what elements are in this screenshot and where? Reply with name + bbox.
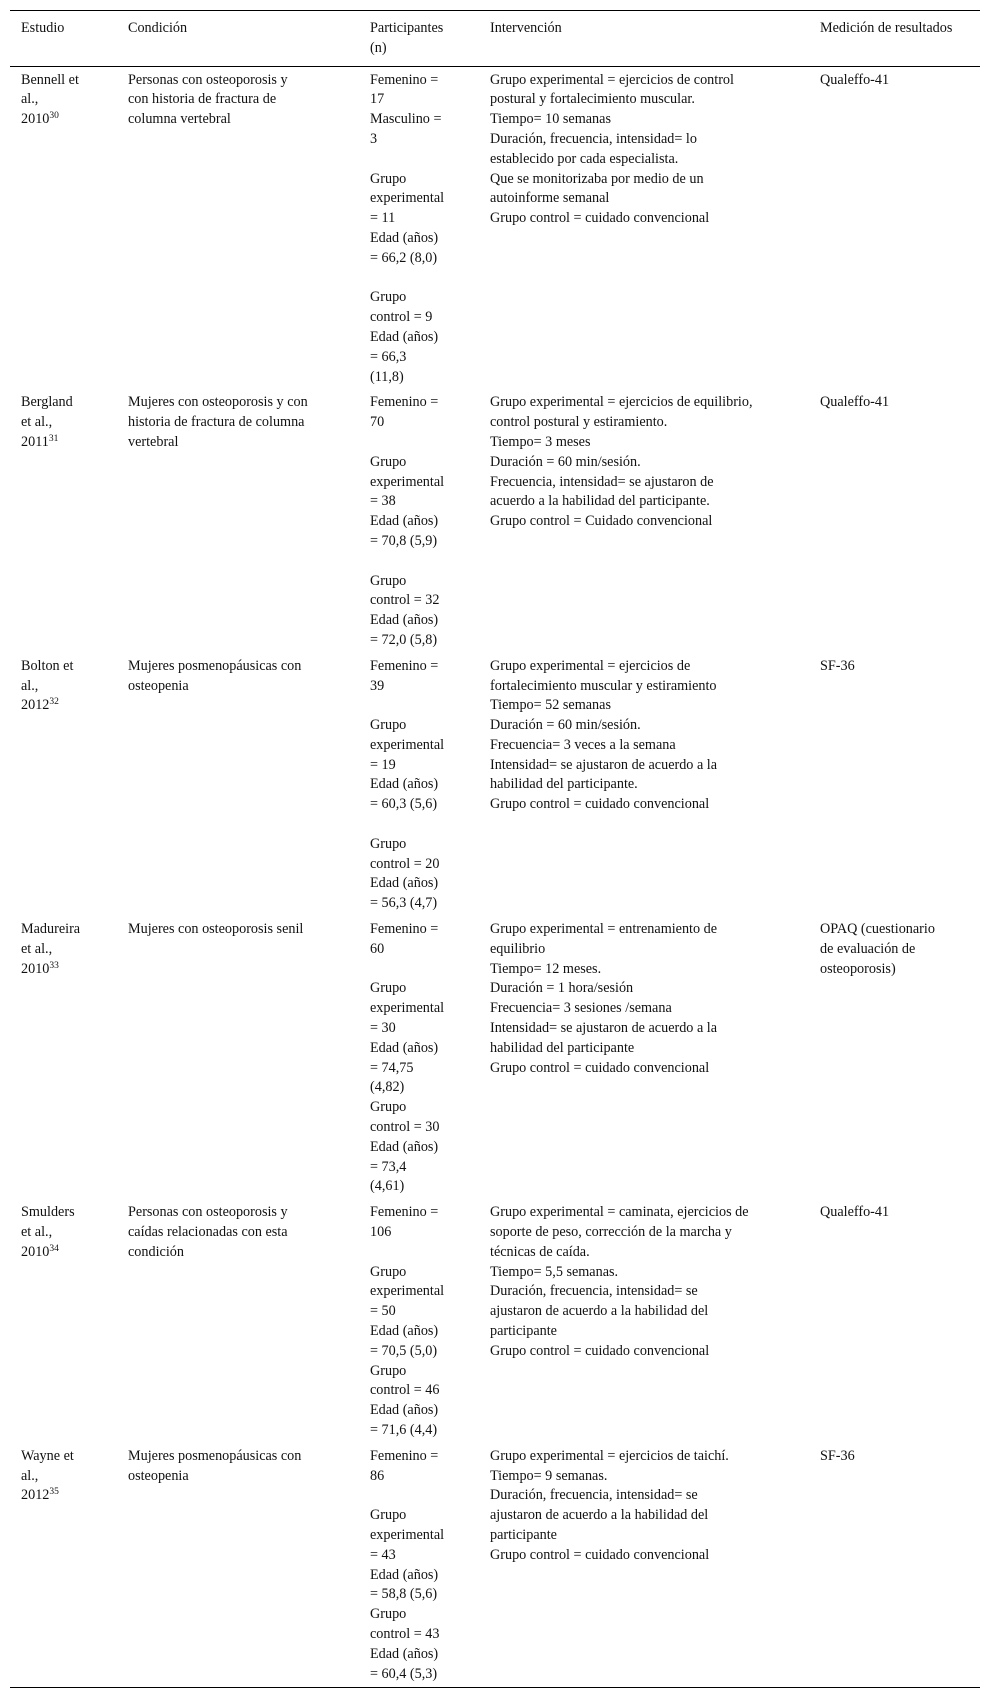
participantes-line: Grupo [370, 453, 407, 470]
intervencion-line: equilibrio [490, 940, 546, 957]
estudio-line: Bergland [21, 394, 73, 411]
reference-number: 35 [49, 1487, 59, 1498]
intervencion-line: fortalecimiento muscular y estiramiento [490, 677, 717, 694]
condicion-line: osteopenia [128, 1467, 189, 1484]
cell-condicion [117, 917, 359, 1200]
participantes-line: Femenino = [370, 71, 439, 88]
intervencion-line: Grupo experimental = ejercicios de control [490, 71, 734, 88]
cell-estudio [10, 1444, 117, 1688]
participantes-line: experimental [370, 190, 445, 207]
participantes-line: Edad (años) [370, 1039, 439, 1056]
intervencion-line: Tiempo= 5,5 semanas. [490, 1263, 619, 1280]
cell-condicion [117, 654, 359, 917]
participantes-line: experimental [370, 473, 445, 490]
table-row [10, 390, 980, 653]
participantes-line: = 50 [370, 1303, 396, 1320]
cell-participantes [359, 66, 479, 390]
intervencion-line: Intensidad= se ajustaron de acuerdo a la [490, 756, 718, 773]
reference-number: 34 [49, 1243, 59, 1254]
cell-participantes [359, 1200, 479, 1444]
participantes-line: = 60,3 (5,6) [370, 796, 438, 813]
estudio-line: al., [21, 91, 39, 108]
intervencion-line: Frecuencia= 3 sesiones /semana [490, 1000, 672, 1017]
intervencion-line: Frecuencia= 3 veces a la semana [490, 736, 676, 753]
participantes-line: Edad (años) [370, 1138, 439, 1155]
participantes-line: control = 32 [370, 592, 440, 609]
blank-line [370, 696, 469, 716]
cell-medicion [809, 917, 980, 1200]
table-row [10, 917, 980, 1200]
blank-line [370, 150, 469, 170]
intervencion-line: autoinforme semanal [490, 190, 610, 207]
participantes-line: (4,82) [370, 1079, 405, 1096]
participantes-line: Edad (años) [370, 612, 439, 629]
cell-intervencion [479, 1200, 809, 1444]
header-participantes [359, 11, 479, 67]
intervencion-line: Grupo experimental = ejercicios de equilibrio, [490, 394, 753, 411]
estudio-year: 2010 [21, 1243, 50, 1260]
participantes-line: Edad (años) [370, 328, 439, 345]
cell-intervencion [479, 66, 809, 390]
participantes-line: (4,61) [370, 1178, 405, 1195]
participantes-line: = 58,8 (5,6) [370, 1586, 438, 1603]
condicion-line: Mujeres posmenopáusicas con [128, 657, 302, 674]
participantes-line: Grupo [370, 1263, 407, 1280]
condicion-line: caídas relacionadas con esta [128, 1224, 288, 1241]
participantes-line: Edad (años) [370, 875, 439, 892]
participantes-line: Grupo [370, 1606, 407, 1623]
participantes-line: Edad (años) [370, 776, 439, 793]
participantes-line: Grupo [370, 572, 407, 589]
participantes-line: = 43 [370, 1546, 396, 1563]
medicion-line: de evaluación de [820, 940, 916, 957]
participantes-line: = 38 [370, 493, 396, 510]
estudio-year: 2010 [21, 111, 50, 128]
cell-intervencion [479, 390, 809, 653]
estudio-line: et al., [21, 940, 53, 957]
intervencion-line: participante [490, 1526, 557, 1543]
header-row [10, 11, 980, 67]
cell-condicion [117, 1444, 359, 1688]
header-participantes-line: (n) [370, 39, 387, 56]
cell-medicion [809, 1200, 980, 1444]
blank-line [370, 815, 469, 835]
studies-table [10, 10, 980, 1688]
participantes-line: Grupo [370, 835, 407, 852]
condicion-line: Mujeres con osteoporosis y con [128, 394, 308, 411]
intervencion-line: ajustaron de acuerdo a la habilidad del [490, 1303, 709, 1320]
participantes-line: Grupo [370, 170, 407, 187]
estudio-line: al., [21, 677, 39, 694]
cell-medicion [809, 390, 980, 653]
condicion-line: con historia de fractura de [128, 91, 277, 108]
intervencion-line: ajustaron de acuerdo a la habilidad del [490, 1507, 709, 1524]
table-row [10, 654, 980, 917]
participantes-line: Edad (años) [370, 1402, 439, 1419]
intervencion-line: habilidad del participante. [490, 776, 638, 793]
participantes-line: 60 [370, 940, 385, 957]
intervencion-line: Tiempo= 3 meses [490, 433, 591, 450]
participantes-line: = 30 [370, 1020, 396, 1037]
estudio-year-line [21, 696, 107, 716]
intervencion-line: Frecuencia, intensidad= se ajustaron de [490, 473, 714, 490]
condicion-line: condición [128, 1243, 184, 1260]
cell-estudio [10, 1200, 117, 1444]
table-row [10, 1444, 980, 1688]
reference-number: 31 [48, 433, 59, 444]
participantes-line: experimental [370, 1526, 445, 1543]
intervencion-line: control postural y estiramiento. [490, 414, 668, 431]
medicion-line: Qualeffo-41 [820, 1204, 890, 1221]
participantes-line: Femenino = [370, 657, 439, 674]
cell-condicion [117, 390, 359, 653]
medicion-line: SF-36 [820, 657, 855, 674]
cell-participantes [359, 917, 479, 1200]
estudio-year-line [21, 433, 107, 453]
cell-intervencion [479, 654, 809, 917]
cell-medicion [809, 654, 980, 917]
intervencion-line: Grupo control = cuidado convencional [490, 1546, 710, 1563]
estudio-year-line [21, 960, 107, 980]
intervencion-line: Tiempo= 9 semanas. [490, 1467, 608, 1484]
estudio-year: 2010 [21, 960, 50, 977]
estudio-line: et al., [21, 414, 53, 431]
medicion-line: Qualeffo-41 [820, 71, 890, 88]
intervencion-line: Grupo experimental = ejercicios de [490, 657, 691, 674]
cell-participantes [359, 654, 479, 917]
participantes-line: experimental [370, 1000, 445, 1017]
medicion-line: SF-36 [820, 1447, 855, 1464]
condicion-line: osteopenia [128, 677, 189, 694]
participantes-line: Edad (años) [370, 1323, 439, 1339]
estudio-line: Bolton et [21, 657, 74, 674]
blank-line [370, 1486, 469, 1506]
participantes-line: = 73,4 [370, 1158, 407, 1175]
cell-estudio [10, 66, 117, 390]
cell-estudio [10, 917, 117, 1200]
table-row [10, 1200, 980, 1444]
intervencion-line: acuerdo a la habilidad del participante. [490, 493, 710, 510]
participantes-line: control = 30 [370, 1119, 440, 1136]
estudio-year: 2011 [21, 433, 49, 450]
table-row [10, 66, 980, 390]
intervencion-line: Grupo control = cuidado convencional [490, 210, 710, 227]
participantes-line: experimental [370, 1283, 445, 1300]
blank-line [370, 960, 469, 980]
header-participantes-line: Participantes [370, 20, 444, 36]
participantes-line: control = 46 [370, 1382, 440, 1399]
participantes-line: Grupo [370, 289, 407, 306]
estudio-line: Wayne et [21, 1447, 74, 1464]
estudio-year: 2012 [21, 1487, 50, 1504]
participantes-line: = 71,6 (4,4) [370, 1421, 438, 1438]
table-header [10, 11, 980, 67]
participantes-line: Femenino = [370, 1447, 439, 1464]
participantes-line: 39 [370, 677, 385, 694]
participantes-line: 70 [370, 414, 385, 431]
estudio-line: Smulders [21, 1204, 75, 1221]
condicion-line: Mujeres posmenopáusicas con [128, 1447, 302, 1464]
participantes-line: = 66,2 (8,0) [370, 249, 438, 266]
participantes-line: 3 [370, 130, 378, 147]
participantes-line: = 74,75 [370, 1059, 414, 1076]
reference-number: 30 [49, 111, 59, 122]
participantes-line: control = 43 [370, 1625, 440, 1642]
participantes-line: 86 [370, 1467, 385, 1484]
participantes-line: control = 20 [370, 855, 440, 872]
cell-intervencion [479, 917, 809, 1200]
header-medicion: Medición de resultados [820, 20, 953, 36]
medicion-line: Qualeffo-41 [820, 394, 890, 411]
estudio-line: al., [21, 1467, 39, 1484]
intervencion-line: Tiempo= 10 semanas [490, 111, 611, 128]
condicion-line: vertebral [128, 433, 179, 450]
cell-intervencion [479, 1444, 809, 1688]
intervencion-line: técnicas de caída. [490, 1243, 590, 1260]
condicion-line: Mujeres con osteoporosis senil [128, 921, 304, 938]
participantes-line: = 70,8 (5,9) [370, 532, 438, 549]
intervencion-line: Tiempo= 52 semanas [490, 697, 611, 714]
participantes-line: = 60,4 (5,3) [370, 1665, 438, 1682]
blank-line [370, 1243, 469, 1263]
cell-medicion [809, 66, 980, 390]
participantes-line: Edad (años) [370, 1566, 439, 1583]
intervencion-line: Duración = 60 min/sesión. [490, 453, 641, 470]
estudio-year-line [21, 110, 107, 130]
participantes-line: = 66,3 [370, 348, 407, 365]
participantes-line: = 70,5 (5,0) [370, 1342, 438, 1359]
participantes-line: experimental [370, 736, 445, 753]
participantes-line: Femenino = [370, 394, 439, 411]
participantes-line: Femenino = [370, 1204, 439, 1221]
estudio-line: Madureira [21, 921, 81, 938]
intervencion-line: Tiempo= 12 meses. [490, 960, 602, 977]
estudio-line: et al., [21, 1224, 53, 1241]
cell-condicion [117, 66, 359, 390]
participantes-line: Grupo [370, 1507, 407, 1524]
participantes-line: = 11 [370, 210, 396, 227]
intervencion-line: Grupo experimental = caminata, ejercicios de [490, 1204, 749, 1221]
medicion-line: OPAQ (cuestionario [820, 921, 935, 938]
blank-line [370, 552, 469, 572]
estudio-year-line [21, 1243, 107, 1263]
table-body [10, 66, 980, 1688]
intervencion-line: Duración, frecuencia, intensidad= lo [490, 130, 697, 147]
intervencion-line: habilidad del participante [490, 1039, 635, 1056]
participantes-line: = 19 [370, 756, 396, 773]
participantes-line: Grupo [370, 1099, 407, 1116]
participantes-line: Masculino = [370, 111, 442, 128]
participantes-line: Edad (años) [370, 1645, 439, 1662]
participantes-line: (11,8) [370, 368, 404, 385]
cell-estudio [10, 654, 117, 917]
condicion-line: historia de fractura de columna [128, 414, 305, 431]
condicion-line: columna vertebral [128, 111, 231, 128]
intervencion-line: Grupo control = cuidado convencional [490, 1342, 710, 1359]
participantes-line: Femenino = [370, 921, 439, 938]
participantes-line: 17 [370, 91, 385, 108]
cell-estudio [10, 390, 117, 653]
intervencion-line: establecido por cada especialista. [490, 150, 679, 167]
reference-number: 32 [49, 697, 59, 708]
participantes-line: control = 9 [370, 309, 433, 326]
blank-line [370, 433, 469, 453]
intervencion-line: Duración = 1 hora/sesión [490, 980, 634, 997]
intervencion-line: Que se monitorizaba por medio de un [490, 170, 704, 187]
intervencion-line: soporte de peso, corrección de la marcha y [490, 1224, 732, 1241]
intervencion-line: Grupo experimental = ejercicios de taichí. [490, 1447, 729, 1464]
intervencion-line: Duración, frecuencia, intensidad= se [490, 1283, 698, 1300]
intervencion-line: Intensidad= se ajustaron de acuerdo a la [490, 1020, 718, 1037]
cell-participantes [359, 1444, 479, 1688]
cell-condicion [117, 1200, 359, 1444]
participantes-line: = 56,3 (4,7) [370, 895, 438, 912]
reference-number: 33 [49, 960, 59, 971]
participantes-line: Edad (años) [370, 229, 439, 246]
participantes-line: Edad (años) [370, 513, 439, 530]
participantes-line: Grupo [370, 1362, 407, 1379]
intervencion-line: Grupo control = cuidado convencional [490, 1059, 710, 1076]
condicion-line: Personas con osteoporosis y [128, 1204, 288, 1221]
medicion-line: osteoporosis) [820, 960, 896, 977]
cell-participantes [359, 390, 479, 653]
intervencion-line: Grupo control = Cuidado convencional [490, 513, 713, 530]
intervencion-line: Grupo control = cuidado convencional [490, 796, 710, 813]
intervencion-line: postural y fortalecimiento muscular. [490, 91, 695, 108]
estudio-year-line [21, 1486, 107, 1506]
header-condicion: Condición [128, 20, 188, 36]
intervencion-line: Duración = 60 min/sesión. [490, 717, 641, 734]
intervencion-line: Duración, frecuencia, intensidad= se [490, 1487, 698, 1504]
blank-line [370, 269, 469, 289]
header-intervencion: Intervención [490, 20, 562, 36]
condicion-line: Personas con osteoporosis y [128, 71, 288, 88]
cell-medicion [809, 1444, 980, 1688]
participantes-line: = 72,0 (5,8) [370, 631, 438, 648]
participantes-line: Grupo [370, 717, 407, 734]
estudio-year: 2012 [21, 697, 50, 714]
estudio-line: Bennell et [21, 71, 79, 88]
participantes-line: Grupo [370, 980, 407, 997]
header-estudio: Estudio [21, 20, 65, 36]
intervencion-line: participante [490, 1323, 557, 1339]
intervencion-line: Grupo experimental = entrenamiento de [490, 921, 718, 938]
participantes-line: 106 [370, 1224, 392, 1241]
